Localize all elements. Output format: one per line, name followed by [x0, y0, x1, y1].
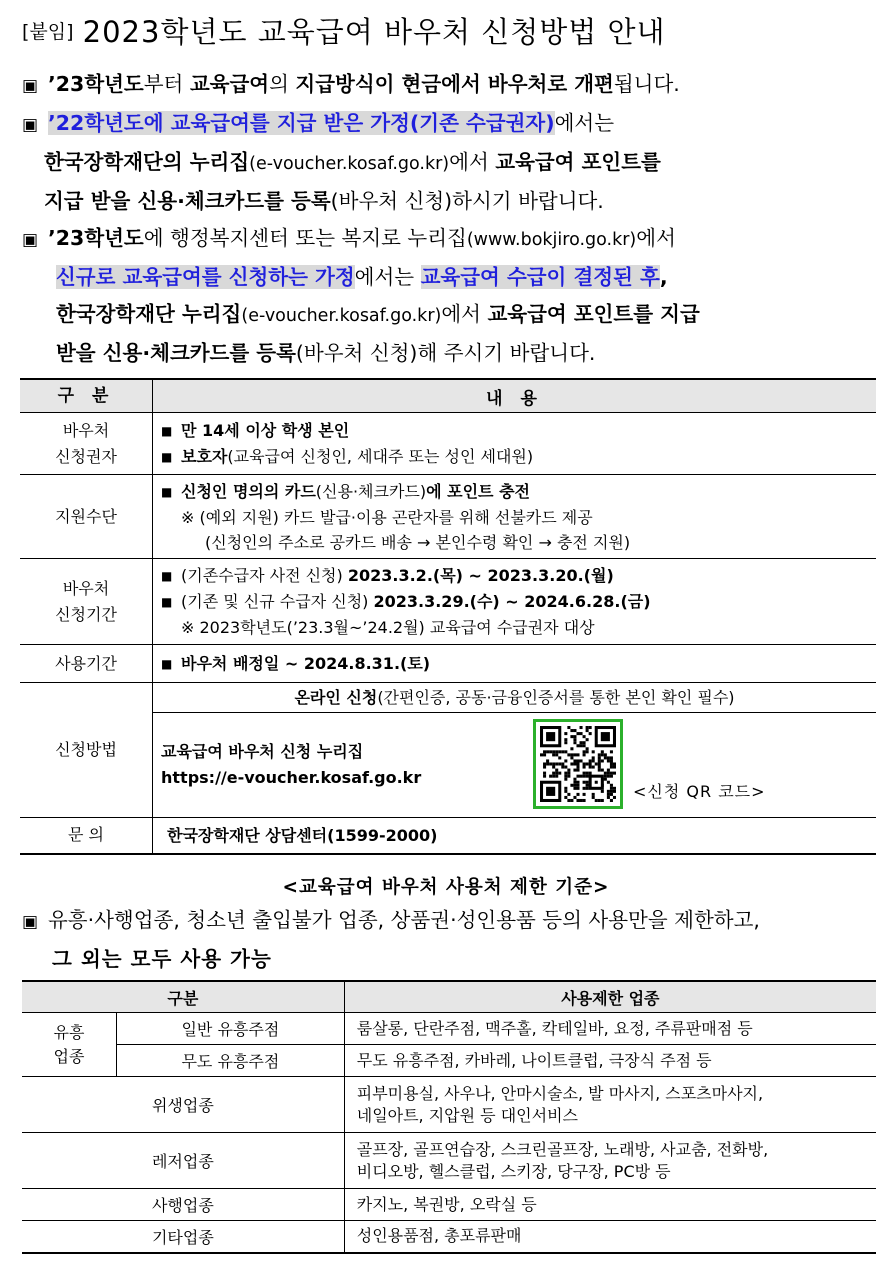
table-row: 문 의 한국장학재단 상담센터(1599-2000): [20, 818, 876, 854]
table-header-row: [22, 981, 876, 1013]
intro-paragraph-1: ▣ ’23학년도부터 교육급여의 지급방식이 현금에서 바우처로 개편됩니다.: [22, 66, 882, 105]
table-row: 위생업종 피부미용실, 사우나, 안마시술소, 발 마사지, 스포츠마사지, 네일아트, 지압원 등 대인서비스: [22, 1077, 876, 1133]
square-bullet-icon: ▣: [22, 912, 39, 932]
table-row: 사용기간 ■ 바우처 배정일 ~ 2024.8.31.(토): [20, 645, 876, 683]
table-row: 레저업종 골프장, 골프연습장, 스크린골프장, 노래방, 사교춤, 전화방, 비디오방, 헬스클럽, 스키장, 당구장, PC방 등: [22, 1133, 876, 1189]
square-bullet-icon: ▣: [22, 115, 39, 135]
restriction-intro: ▣ 유흥·사행업종, 청소년 출입불가 업종, 상품권·성인용품 등의 사용만을 제한하고, 그 외는 모두 사용 가능: [22, 902, 882, 978]
table-row: 신청방법 온라인 신청(간편인증, 공동·금융인증서를 통한 본인 확인 필수): [20, 683, 876, 713]
header-category: 구 분: [20, 379, 153, 413]
table-row: 유흥 업종 일반 유흥주점 룸살롱, 단란주점, 맥주홀, 칵테일바, 요정, 주류판매점 등: [22, 1013, 876, 1045]
table-row: 지원수단 ■ 신청인 명의의 카드(신용·체크카드)에 포인트 충전 ※ (예외 지원) 카드 발급·이용 곤란자를 위해 선불카드 제공 (신청인의 주소로 공카드 배송 → 본인수령 확인 → 충전 지원): [20, 475, 876, 559]
table-row: 무도 유흥주점 무도 유흥주점, 카바레, 나이트클럽, 극장식 주점 등: [22, 1045, 876, 1077]
site-name: 교육급여 바우처 신청 누리집: [161, 742, 364, 761]
qr-caption: <신청 QR 코드>: [633, 782, 766, 801]
intro-paragraph-3: ▣ ’23학년도에 행정복지센터 또는 복지로 누리집(www.bokjiro.go.kr)에서: [22, 220, 882, 259]
header-content: 내 용: [153, 379, 877, 413]
highlight-existing: ’22학년도에 교육급여를 지급 받은 가정(기존 수급권자): [48, 111, 555, 135]
site-url[interactable]: https://e-voucher.kosaf.go.kr: [161, 768, 422, 787]
header-restricted: 사용제한 업종: [344, 981, 876, 1013]
bullet-icon: ■: [161, 595, 173, 609]
table-header-row: [20, 379, 876, 413]
bullet-icon: ■: [161, 484, 173, 499]
voucher-info-table: [20, 378, 876, 855]
bullet-icon: ■: [161, 569, 173, 583]
highlight-decided: 교육급여 수급이 결정된 후: [420, 265, 660, 289]
highlight-new: 신규로 교육급여를 신청하는 가정: [56, 265, 355, 289]
bullet-icon: ■: [161, 449, 173, 464]
title-text: 2023학년도 교육급여 바우처 신청방법 안내: [82, 15, 666, 49]
restriction-table: [22, 980, 876, 1254]
qr-code-icon[interactable]: [533, 719, 623, 809]
square-bullet-icon: ▣: [22, 76, 39, 96]
header-category: 구분: [22, 981, 344, 1013]
intro-section: ▣ ’23학년도부터 교육급여의 지급방식이 현금에서 바우처로 개편됩니다. ▣ ’22학년도에 교육급여를 지급 받은 가정(기존 수급권자)에서는 한국장학재단의 누리집(e-voucher.kosaf.go.kr)에서 교육급여 포인트를 지급 받을 신용·체크카드를 등록(바우처 신청)하시기 바랍니다. ▣ ’23학년도에 행정복지센터 또는 복지로 누리집(www.bokjiro.go.kr)에서 신규로 교육급여를 신청하는 가정에서는 교육급여 수급이 결정된 후, 한국장학재단 누리집(e-voucher.kosaf.go.kr)에서 교육급여 포인트를 지급 받을 신용·체크카드를 등록(바우처 신청)해 주시기 바랍니다.: [22, 66, 882, 372]
table-row: 바우처 신청권자 ■ 만 14세 이상 학생 본인 ■ 보호자(교육급여 신청인, 세대주 또는 성인 세대원): [20, 413, 876, 475]
bullet-icon: ■: [161, 656, 173, 671]
table-row: 바우처 신청기간 ■ (기존수급자 사전 신청) 2023.3.2.(목) ~ 2023.3.20.(월) ■ (기존 및 신규 수급자 신청) 2023.3.29.(수) ~ 2024.6.28.(금) ※ 2023학년도(’23.3월~’24.2월) 교육급여 수급권자 대상: [20, 559, 876, 645]
square-bullet-icon: ▣: [22, 230, 39, 250]
table-row: 사행업종 카지노, 복권방, 오락실 등: [22, 1189, 876, 1221]
restriction-title: <교육급여 바우처 사용처 제한 기준>: [282, 877, 610, 898]
document-title: [22, 10, 666, 51]
intro-paragraph-2: ▣ ’22학년도에 교육급여를 지급 받은 가정(기존 수급권자)에서는: [22, 105, 882, 144]
qr-code-graphic: [540, 726, 616, 802]
table-row: 기타업종 성인용품점, 총포류판매: [22, 1221, 876, 1253]
attachment-tag: [붙임]: [22, 21, 74, 43]
bullet-icon: ■: [161, 423, 173, 438]
